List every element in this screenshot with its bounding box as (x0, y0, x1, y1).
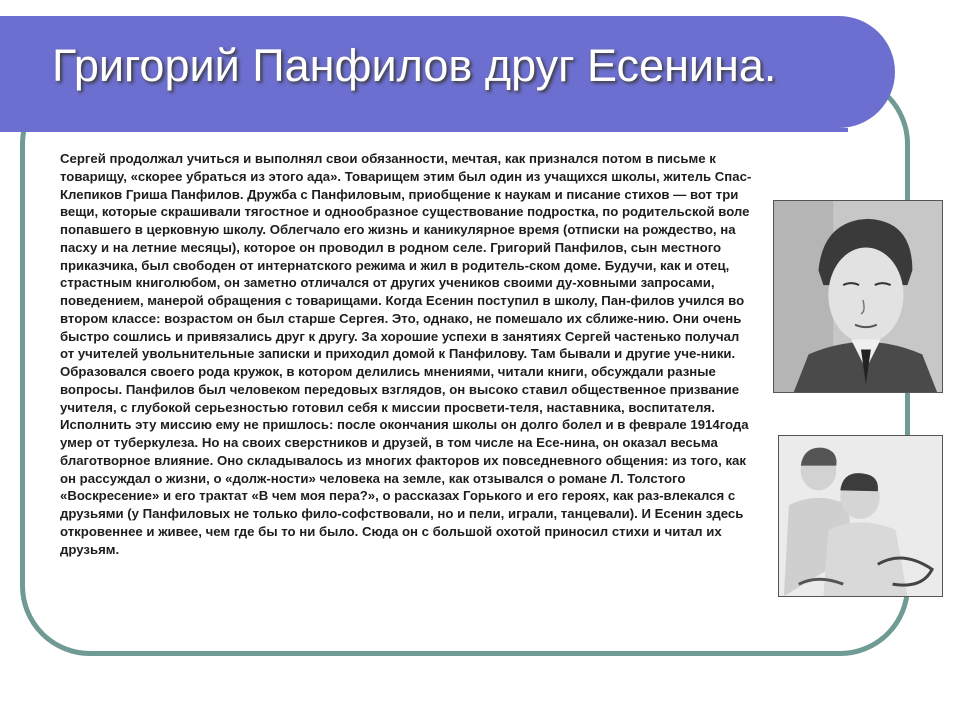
title-underline (0, 128, 848, 132)
body-text: Сергей продолжал учиться и выполнял свои обязанности, мечтая, как признался потом в письме к товарищу, «скорее убраться из этого ада». Товарищем этим был один из учащихся школы, житель Спас-Клепиков Гриша Панфилов. Дружба с Панфиловым, приобщение к наукам и писание стихов — вот три вещи, которые скрашивали тягостное и однообразное существование подростка, по родительской воле попавшего в церковную школу. Облегчало его жизнь и каникулярное время (отписки на рождество, на пасху и на летние месяцы), которое он проводил в родном селе. Григорий Панфилов, сын местного приказчика, был свободен от интернатского режима и жил в родитель-ском доме. Будучи, как и отец, страстным книголюбом, он заметно отличался от других учеников своими ду-ховными запросами, поведением, манерой обращения с товарищами. Когда Есенин поступил в школу, Пан-филов учился во втором классе: возрастом он был старше Сергея. Это, однако, не помешало их сближе-нию. Они очень быстро сошлись и привязались друг к другу. За хорошие успехи в занятиях Сергей частенько получал от учителей увольнительные записки и приходил домой к Панфилову. Там бывали и другие уче-ники. Образовался своего рода кружок, в котором делились мнениями, читали книги, обсуждали разные вопросы. Панфилов был человеком передовых взглядов, он высоко ставил общественное призвание учителя, с глубокой серьезностью готовил себя к миссии просвети-теля, наставника, воспитателя. Исполнить эту миссию ему не пришлось: после окончания школы он долго болел и в феврале 1914года умер от туберкулеза. Но на своих сверстников и друзей, в том числе на Есе-нина, он оказал весьма благотворное влияние. Оно складывалось из многих факторов их повседневного общения: из того, как он рассуждал о жизни, о «долж-ности» человека на земле, как отзывался о романе Л. Толстого «Воскресение» и его трактат «В чем моя пера?», о рассказах Горького и его героях, как раз-влекался с друзьями (у Панфиловых не только фило-софствовали, но и пели, играли, танцевали). И Есенин здесь откровеннее и живее, чем где бы то ни было. Сюда он с большой охотой приносил стихи и читал их друзьям. (60, 151, 752, 557)
group-photo (778, 435, 943, 597)
slide-title: Григорий Панфилов друг Есенина. (52, 40, 777, 91)
portrait-photo (773, 200, 943, 393)
